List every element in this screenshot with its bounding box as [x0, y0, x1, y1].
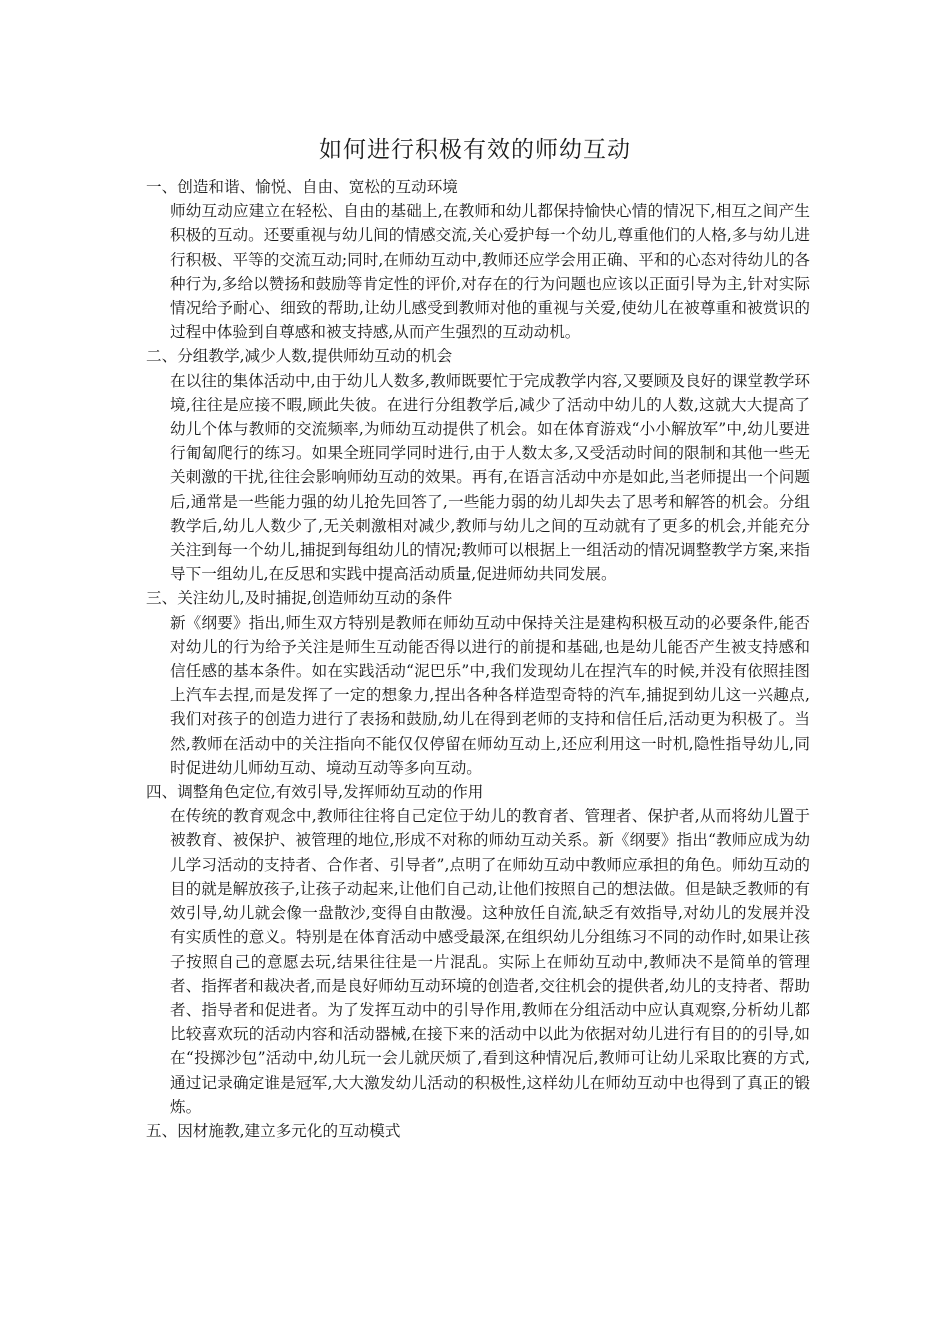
section-1-heading: 一、创造和谐、愉悦、自由、宽松的互动环境	[146, 178, 458, 196]
section-3-paragraph: 新《纲要》指出,师生双方特别是教师在师幼互动中保持关注是建构积极互动的必要条件,能否对幼儿的行为给予关注是师生互动能否得以进行的前提和基础,也是幼儿能否产生被支持感和信任感的基本条件。如在实践活动“泥巴乐”中,我们发现幼儿在捏汽车的时候,并没有依照挂图上汽车去捏,而是发挥了一定的想象力,捏出各种各样造型奇特的汽车,捕捉到幼儿这一兴趣点,我们对孩子的创造力进行了表扬和鼓励,幼儿在得到老师的支持和信任后,活动更为积极了。当然,教师在活动中的关注指向不能仅仅停留在师幼互动上,还应利用这一时机,隐性指导幼儿,同时促进幼儿师幼互动、境动互动等多向互动。	[170, 613, 810, 777]
section-5-heading: 五、因材施教,建立多元化的互动模式	[146, 1121, 401, 1140]
document-title: 如何进行积极有效的师幼互动	[319, 137, 631, 163]
section-4-paragraph: 在传统的教育观念中,教师往往将自己定位于幼儿的教育者、管理者、保护者,从而将幼儿置于被教育、被保护、被管理的地位,形成不对称的师幼互动关系。新《纲要》指出“教师应成为幼儿学习活动的支持者、合作者、引导者”,点明了在师幼互动中教师应承担的角色。师幼互动的目的就是解放孩子,让孩子动起来,让他们自己动,让他们按照自己的想法做。但是缺乏教师的有效引导,幼儿就会像一盘散沙,变得自由散漫。这种放任自流,缺乏有效指导,对幼儿的发展并没有实质性的意义。特别是在体育活动中感受最深,在组织幼儿分组练习不同的动作时,如果让孩子按照自己的意愿去玩,结果往往是一片混乱。实际上在师幼互动中,教师决不是简单的管理者、指挥者和裁决者,而是良好师幼互动环境的创造者,交往机会的提供者,幼儿的支持者、帮助者、指导者和促进者。为了发挥互动中的引导作用,教师在分组活动中应认真观察,分析幼儿都比较喜欢玩的活动内容和活动器械,在接下来的活动中以此为依据对幼儿进行有目的的引导,如在“投掷沙包”活动中,幼儿玩一会儿就厌烦了,看到这种情况后,教师可让幼儿采取比赛的方式,通过记录确定谁是冠军,大大激发幼儿活动的积极性,这样幼儿在师幼互动中也得到了真正的锻炼。	[170, 807, 810, 1116]
section-2-heading: 二、分组教学,减少人数,提供师幼互动的机会	[146, 347, 453, 366]
section-4-heading: 四、调整角色定位,有效引导,发挥师幼互动的作用	[146, 783, 484, 802]
section-1-paragraph: 师幼互动应建立在轻松、自由的基础上,在教师和幼儿都保持愉快心情的情况下,相互之间产生积极的互动。还要重视与幼儿间的情感交流,关心爱护每一个幼儿,尊重他们的人格,多与幼儿进行积极、平等的交流互动;同时,在师幼互动中,教师还应学会用正确、平和的心态对待幼儿的各种行为,多给以赞扬和鼓励等肯定性的评价,对存在的行为问题也应该以正面引导为主,针对实际情况给予耐心、细致的帮助,让幼儿感受到教师对他的重视与关爱,使幼儿在被尊重和被赏识的过程中体验到自尊感和被支持感,从而产生强烈的互动动机。	[170, 202, 810, 342]
section-2-paragraph: 在以往的集体活动中,由于幼儿人数多,教师既要忙于完成教学内容,又要顾及良好的课堂教学环境,往往是应接不暇,顾此失彼。在进行分组教学后,减少了活动中幼儿的人数,这就大大提高了幼儿个体与教师的交流频率,为师幼互动提供了机会。如在体育游戏“小小解放军”中,幼儿要进行匍匐爬行的练习。如果全班同学同时进行,由于人数太多,又受活动时间的限制和其他一些无关刺激的干扰,往往会影响师幼互动的效果。再有,在语言活动中亦是如此,当老师提出一个问题后,通常是一些能力强的幼儿抢先回答了,一些能力弱的幼儿却失去了思考和解答的机会。分组教学后,幼儿人数少了,无关刺激相对减少,教师与幼儿之间的互动就有了更多的机会,并能充分关注到每一个幼儿,捕捉到每组幼儿的情况;教师可以根据上一组活动的情况调整教学方案,来指导下一组幼儿,在反思和实践中提高活动质量,促进师幼共同发展。	[170, 371, 810, 584]
document-body	[146, 175, 810, 1143]
section-3-heading: 三、关注幼儿,及时捕捉,创造师幼互动的条件	[146, 589, 453, 608]
